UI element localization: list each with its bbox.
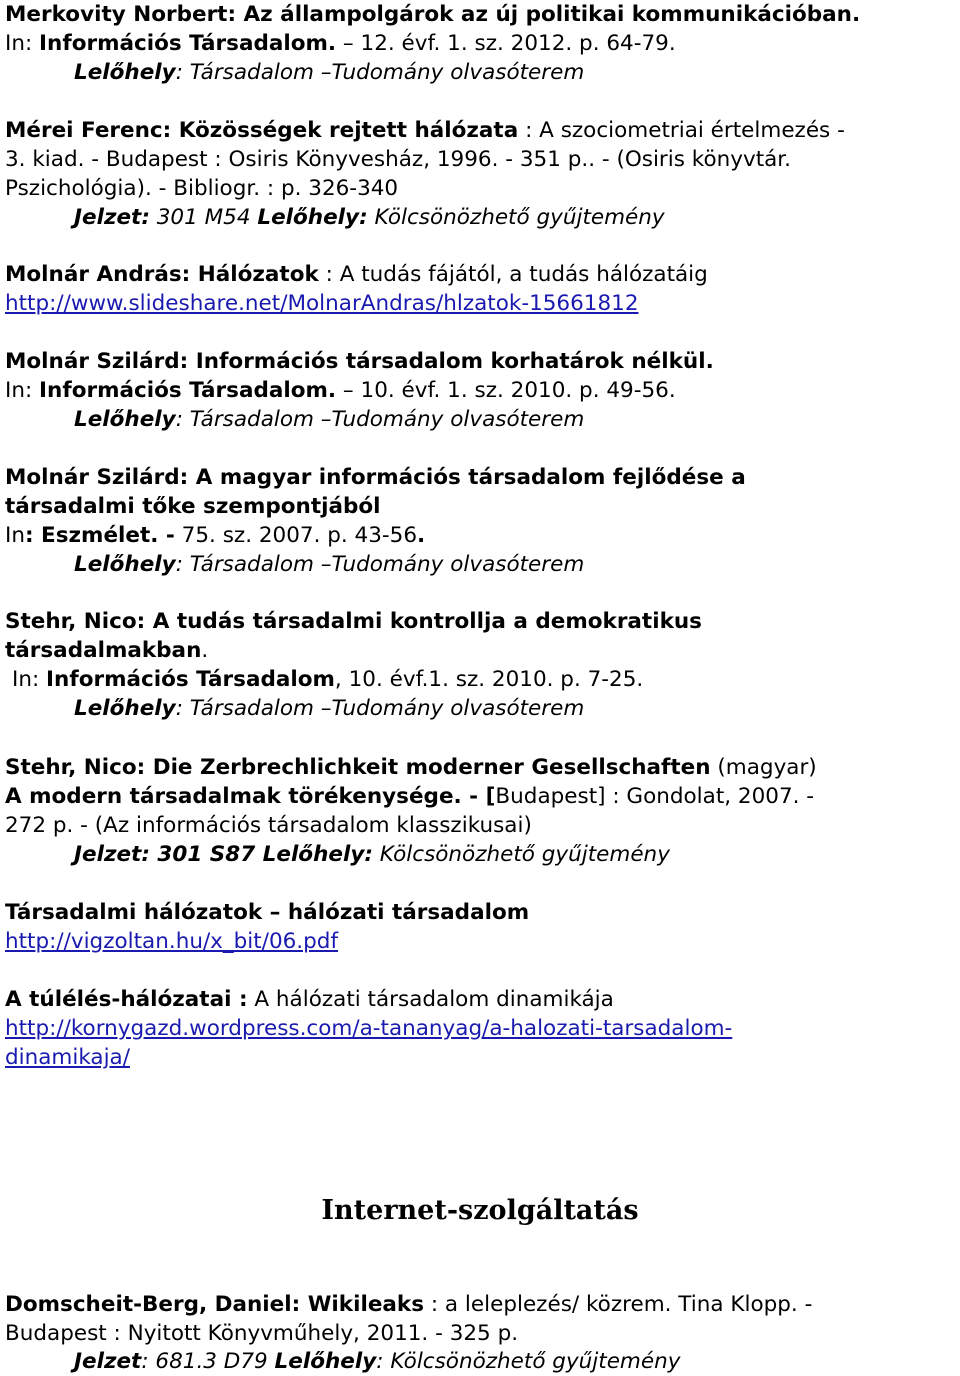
entry-4-location [74, 405, 584, 434]
source: : Eszmélet. - [24, 523, 175, 548]
entry-1-line-2 [5, 29, 676, 58]
location-value: Kölcsönözhető gyűjtemény [367, 205, 665, 230]
title: Die Zerbrechlichkeit moderner Gesellschaften [145, 755, 711, 780]
subtitle: A hálózati társadalom dinamikája [247, 987, 614, 1012]
location-label: Lelőhely [274, 1349, 377, 1374]
entry-6-line-1 [5, 607, 702, 636]
author: Domscheit-Berg, Daniel: [5, 1292, 301, 1317]
entry-10-shelf [74, 1347, 680, 1376]
title-continued: társadalmakban [5, 638, 202, 663]
title: A magyar információs társadalom fejlődése a [188, 465, 746, 490]
entry-7-line-3: 272 p. - (Az információs társadalom klasszikusai) [5, 813, 532, 838]
entry-5-line-2: társadalmi tőke szempontjából [5, 494, 381, 519]
subtitle: : A szociometriai értelmezés - [518, 118, 845, 143]
entry-5-line-3 [5, 521, 425, 550]
entry-1-line-1 [5, 0, 860, 29]
in-label: In: [5, 31, 40, 56]
entry-2-line-3: Pszichológia). - Bibliogr. : p. 326-340 [5, 176, 399, 201]
shelf-label: Jelzet: [74, 205, 150, 230]
kornygazd-link-continued[interactable]: dinamikaja/ [5, 1045, 130, 1070]
shelf-value: : 681.3 D79 [141, 1349, 275, 1374]
title-dot: . [201, 638, 209, 663]
entry-2-shelf [74, 203, 665, 232]
in-label: In: [12, 667, 47, 692]
title: Közösségek rejtett hálózata [171, 118, 519, 143]
entry-7-shelf [74, 840, 670, 869]
vigzoltan-link[interactable]: http://vigzoltan.hu/x_bit/06.pdf [5, 929, 339, 954]
author: Merkovity Norbert: [5, 2, 237, 27]
entry-9-url-line-2 [5, 1043, 130, 1072]
title: Hálózatok [190, 262, 319, 287]
entry-3-line-1 [5, 260, 708, 289]
shelf-value: 301 M54 [149, 205, 258, 230]
kornygazd-link[interactable]: http://kornygazd.wordpress.com/a-tananyag/a-halozati-tarsadalom- [5, 1016, 733, 1041]
entry-4-line-1: Molnár Szilárd: Információs társadalom korhatárok nélkül. [5, 349, 714, 374]
entry-8-url-line [5, 927, 338, 956]
location-label: Lelőhely: [257, 205, 368, 230]
entry-3-url-line [5, 289, 639, 318]
entry-8-line-1: Társadalmi hálózatok – hálózati társadalom [5, 900, 530, 925]
citation: 75. sz. 2007. p. 43-56 [174, 523, 418, 548]
author: Molnár András: [5, 262, 191, 287]
citation: , 10. évf.1. sz. 2010. p. 7-25. [334, 667, 644, 692]
slideshare-link[interactable]: http://www.slideshare.net/MolnarAndras/hlzatok-15661812 [5, 291, 639, 316]
translated-title: A modern társadalmak törékenysége. - [ [5, 784, 496, 809]
entry-9-line-1 [5, 985, 614, 1014]
entry-10-line-1 [5, 1290, 812, 1319]
location-value: : Társadalom –Tudomány olvasóterem [175, 696, 585, 721]
entry-1-location [74, 58, 584, 87]
entry-4-line-2 [5, 376, 676, 405]
in-label: In: [5, 378, 40, 403]
location-value: Kölcsönözhető gyűjtemény [372, 842, 670, 867]
citation: – 10. évf. 1. sz. 2010. p. 49-56. [336, 378, 676, 403]
location-label: Lelőhely [74, 552, 176, 577]
source: Információs Társadalom [46, 667, 335, 692]
location-label: Lelőhely [74, 407, 176, 432]
author: Mérei Ferenc: [5, 118, 172, 143]
section-heading: Internet-szolgáltatás [321, 1195, 639, 1226]
author: Molnár Szilárd: [5, 465, 189, 490]
entry-2-line-1 [5, 116, 845, 145]
citation: – 12. évf. 1. sz. 2012. p. 64-79. [336, 31, 676, 56]
location-value: : Társadalom –Tudomány olvasóterem [175, 60, 585, 85]
entry-7-line-1 [5, 753, 817, 782]
location-value: : Társadalom –Tudomány olvasóterem [175, 407, 585, 432]
entry-10-line-2: Budapest : Nyitott Könyvműhely, 2011. - 325 p. [5, 1321, 519, 1346]
title: Wikileaks [300, 1292, 425, 1317]
location-label: Lelőhely [74, 696, 176, 721]
entry-2-line-2: 3. kiad. - Budapest : Osiris Könyvesház, 1996. - 351 p.. - (Osiris könyvtár. [5, 147, 791, 172]
title: Az állampolgárok az új politikai kommunikációban. [236, 2, 861, 27]
entry-6-line-3 [12, 665, 643, 694]
entry-6-location [74, 694, 584, 723]
subtitle: : a leleplezés/ közrem. Tina Klopp. - [424, 1292, 813, 1317]
source: Információs Társadalom. [39, 31, 337, 56]
in-label: In [5, 523, 25, 548]
entry-7-line-2 [5, 782, 814, 811]
imprint: Budapest] : Gondolat, 2007. - [495, 784, 815, 809]
citation-dot: . [417, 523, 426, 548]
entry-9-url-line-1 [5, 1014, 732, 1043]
subtitle: : A tudás fájától, a tudás hálózatáig [318, 262, 708, 287]
title: A tudás társadalmi kontrollja a demokratikus [145, 609, 702, 634]
shelf-label: Jelzet: 301 S87 Lelőhely: [74, 842, 373, 867]
title: A túlélés-hálózatai : [5, 987, 248, 1012]
entry-6-line-2 [5, 636, 208, 665]
location-label: Lelőhely [74, 60, 176, 85]
entry-5-line-1 [5, 463, 746, 492]
shelf-label: Jelzet [74, 1349, 142, 1374]
entry-5-location [74, 550, 584, 579]
language-note: (magyar) [710, 755, 817, 780]
author: Stehr, Nico: [5, 755, 146, 780]
location-value: : Kölcsönözhető gyűjtemény [376, 1349, 681, 1374]
author: Stehr, Nico: [5, 609, 146, 634]
source: Információs Társadalom. [39, 378, 337, 403]
location-value: : Társadalom –Tudomány olvasóterem [175, 552, 585, 577]
